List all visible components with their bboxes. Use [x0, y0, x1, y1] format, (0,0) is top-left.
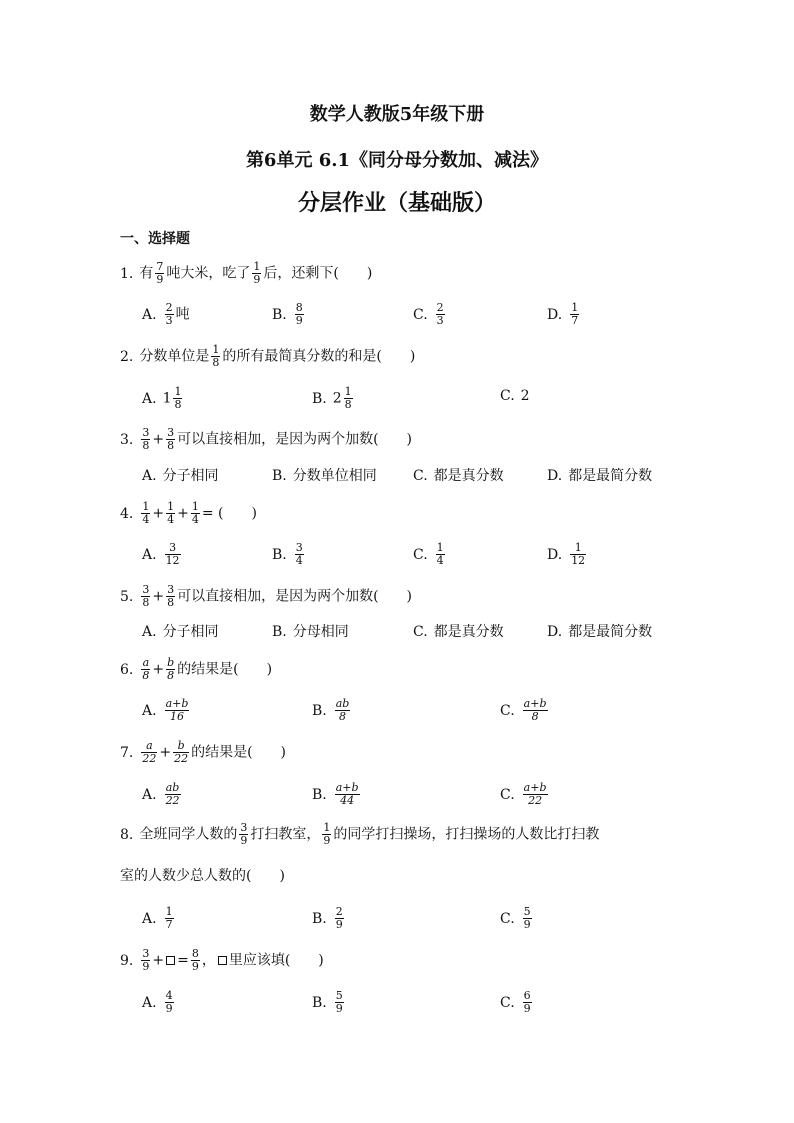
option-4c[interactable]: C. $\frac{1}{4}$	[413, 541, 444, 567]
option-5c[interactable]: C. 都是真分数	[413, 624, 504, 640]
option-5a[interactable]: A. 分子相同	[142, 624, 219, 640]
option-2b[interactable]: B. 2 $\frac{1}{8}$	[312, 385, 352, 411]
question-6: 6. $\frac{a}{8}$ + $\frac{b}{8}$ 的结果是( )	[120, 656, 273, 682]
option-7c[interactable]: C. $\frac{a+b}{22}$	[500, 781, 547, 807]
question-5: 5. $\frac{3}{8}$ + $\frac{3}{8}$ 可以直接相加，是因为两个加数( )	[120, 583, 413, 609]
option-1b[interactable]: B. $\frac{8}{9}$	[272, 301, 303, 327]
question-2: 2. 分数单位是 $\frac{1}{8}$ 的所有最简真分数的和是( )	[120, 343, 416, 369]
option-3d[interactable]: D. 都是最简分数	[547, 468, 653, 484]
question-9: 9. $\frac{3}{9}$ + = $\frac{8}{9}$ ， 里应该填( )	[120, 947, 324, 973]
option-3a[interactable]: A. 分子相同	[142, 468, 219, 484]
option-2c[interactable]: C. 2	[500, 388, 530, 404]
fraction: $\frac{7}{9}$	[156, 260, 164, 286]
question-3: 3. $\frac{3}{8}$ + $\frac{3}{8}$ 可以直接相加，是因为两个加数( )	[120, 426, 413, 452]
option-3b[interactable]: B. 分数单位相同	[272, 468, 377, 484]
option-2a[interactable]: A. 1 $\frac{1}{8}$	[142, 385, 182, 411]
unit-title: 第6单元 6.1《同分母分数加、减法》	[245, 150, 549, 171]
option-7a[interactable]: A. $\frac{ab}{22}$	[142, 781, 180, 807]
blank-box-icon	[166, 956, 175, 965]
option-9a[interactable]: A. $\frac{4}{9}$	[142, 989, 173, 1015]
option-8c[interactable]: C. $\frac{5}{9}$	[500, 905, 531, 931]
option-9b[interactable]: B. $\frac{5}{9}$	[312, 989, 343, 1015]
option-8a[interactable]: A. $\frac{1}{7}$	[142, 905, 173, 931]
option-4b[interactable]: B. $\frac{3}{4}$	[272, 541, 303, 567]
book-title: 数学人教版5年级下册	[309, 104, 485, 125]
option-6b[interactable]: B. $\frac{ab}{8}$	[312, 697, 350, 723]
option-1a[interactable]: A. $\frac{2}{3}$ 吨	[142, 301, 190, 327]
option-6a[interactable]: A. $\frac{a+b}{16}$	[142, 697, 189, 723]
option-4a[interactable]: A. $\frac{3}{12}$	[142, 541, 180, 567]
section-heading: 一、选择题	[120, 231, 190, 247]
option-6c[interactable]: C. $\frac{a+b}{8}$	[500, 697, 547, 723]
question-7: 7. $\frac{a}{22}$ + $\frac{b}{22}$ 的结果是( )	[120, 739, 287, 765]
option-5b[interactable]: B. 分母相同	[272, 624, 349, 640]
blank-box-icon	[218, 956, 227, 965]
worksheet-title: 分层作业（基础版）	[297, 190, 496, 216]
fraction: $\frac{1}{9}$	[253, 260, 261, 286]
question-8: 8. 全班同学人数的 $\frac{3}{9}$ 打扫教室， $\frac{1}{9}$ 的同学打扫操场，打扫操场的人数比打扫教	[120, 821, 600, 847]
option-9c[interactable]: C. $\frac{6}{9}$	[500, 989, 531, 1015]
question-1: 1. 有 $\frac{7}{9}$ 吨大米，吃了 $\frac{1}{9}$ 后，还剩下( )	[120, 260, 373, 286]
fraction: $\frac{1}{8}$	[212, 343, 220, 369]
option-3c[interactable]: C. 都是真分数	[413, 468, 504, 484]
option-1c[interactable]: C. $\frac{2}{3}$	[413, 301, 444, 327]
option-7b[interactable]: B. $\frac{a+b}{44}$	[312, 781, 359, 807]
option-1d[interactable]: D. $\frac{1}{7}$	[547, 301, 579, 327]
option-8b[interactable]: B. $\frac{2}{9}$	[312, 905, 343, 931]
question-4: 4. $\frac{1}{4}$ + $\frac{1}{4}$ + $\frac{1}{4}$ = ( )	[120, 500, 257, 526]
option-4d[interactable]: D. $\frac{1}{12}$	[547, 541, 586, 567]
option-5d[interactable]: D. 都是最简分数	[547, 624, 653, 640]
question-8-line2: 室的人数少总人数的( )	[120, 868, 285, 884]
